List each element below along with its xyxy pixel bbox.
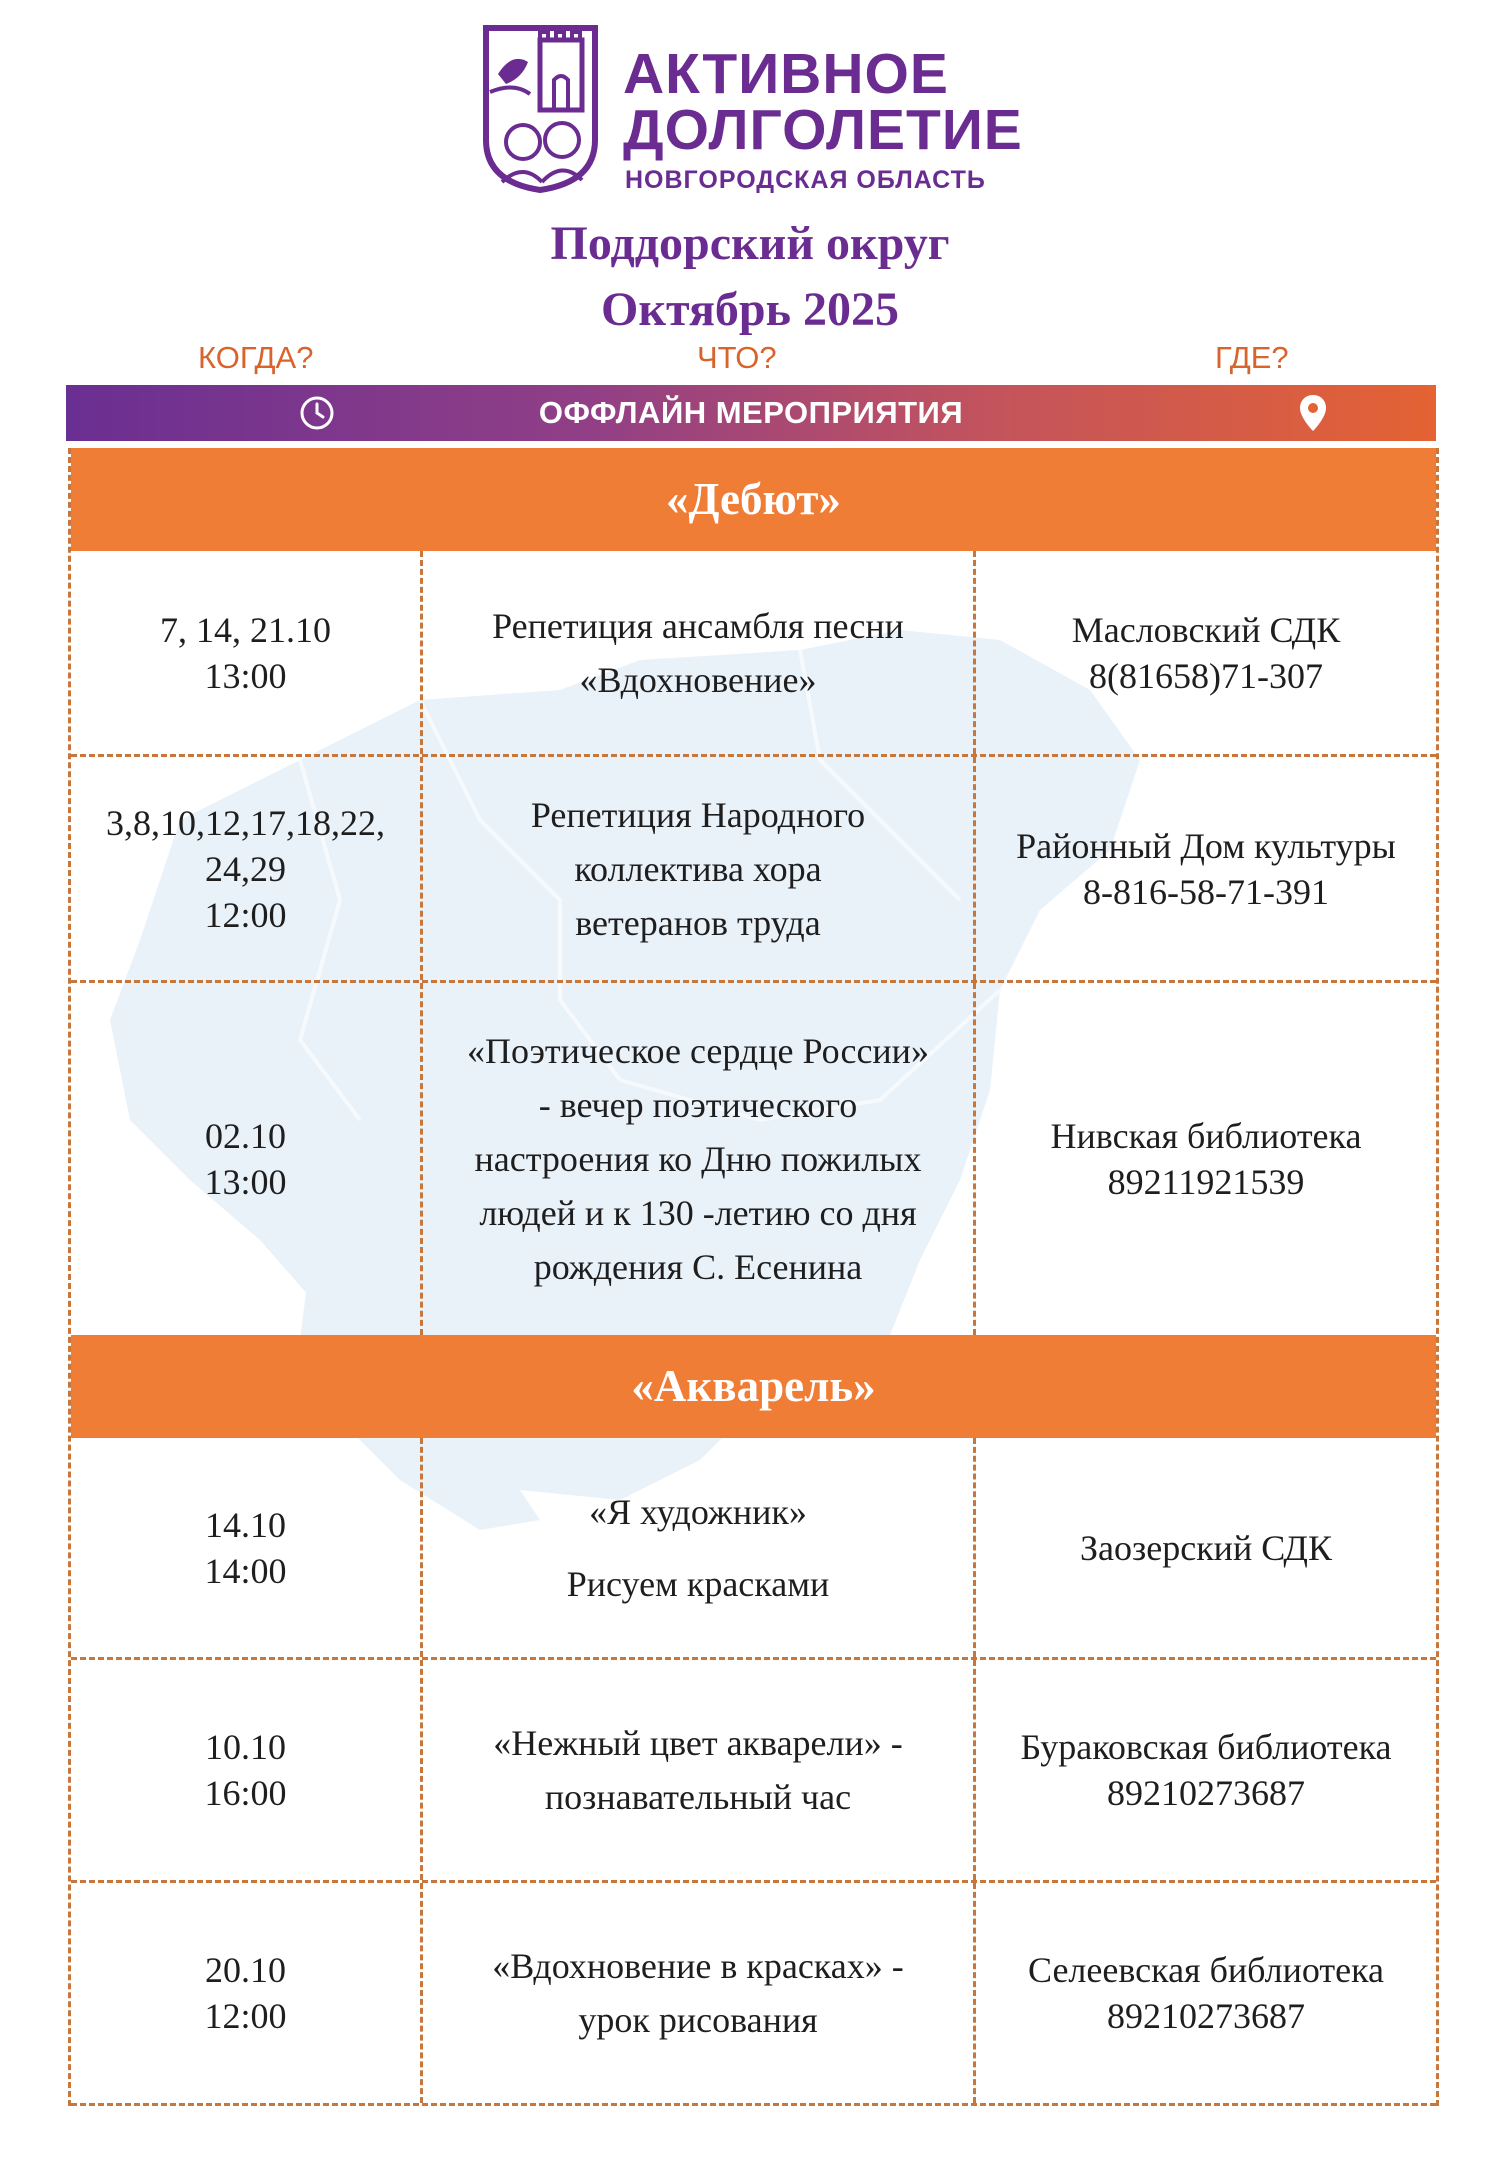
- table-row: [71, 1657, 1436, 1880]
- location-pin-icon: [1298, 393, 1328, 433]
- cell-when: [71, 551, 423, 754]
- cell-where: [976, 757, 1436, 980]
- event-text: «Вдохновение в красках» -: [492, 1946, 904, 1986]
- event-text: людей и к 130 -летию со дня: [479, 1193, 917, 1233]
- column-caption-where: ГДЕ?: [1215, 340, 1289, 375]
- offline-events-banner: [66, 385, 1436, 441]
- logo-title-line1: АКТИВНОЕ: [623, 42, 949, 106]
- phone-text: 89210273687: [1107, 1773, 1305, 1813]
- table-row: [71, 980, 1436, 1335]
- column-caption-when: КОГДА?: [198, 340, 314, 375]
- cell-where: [976, 1438, 1436, 1657]
- logo-subtitle: НОВГОРОДСКАЯ ОБЛАСТЬ: [625, 166, 986, 194]
- cell-what: [423, 757, 976, 980]
- cell-where: [976, 551, 1436, 754]
- time-text: 14:00: [204, 1550, 287, 1591]
- section-header-akvarel: «Акварель»: [71, 1335, 1436, 1438]
- cell-what: [423, 1660, 976, 1880]
- event-text: урок рисования: [578, 2000, 818, 2040]
- cell-what: [423, 983, 976, 1335]
- date-text: 3,8,10,12,17,18,22,: [106, 802, 385, 843]
- logo: [478, 22, 1038, 200]
- phone-text: 89210273687: [1107, 1996, 1305, 2036]
- venue-text: Масловский СДК: [1071, 609, 1341, 650]
- event-text: - вечер поэтического: [538, 1085, 858, 1125]
- time-text: 12:00: [204, 1996, 287, 2036]
- phone-text: 89211921539: [1107, 1162, 1305, 1202]
- cell-where: [976, 1883, 1436, 2103]
- cell-where: [976, 1660, 1436, 1880]
- cell-what: [423, 1438, 976, 1657]
- date-text: 10.10: [205, 1727, 286, 1767]
- venue-text: Заозерский СДК: [1080, 1527, 1332, 1568]
- event-text: коллектива хора: [574, 848, 822, 889]
- phone-text: 8-816-58-71-391: [1083, 871, 1329, 912]
- cell-when: [71, 757, 423, 980]
- table-row: [71, 1438, 1436, 1657]
- event-text: Репетиция Народного: [530, 794, 866, 835]
- event-text: «Поэтическое сердце России»: [467, 1031, 929, 1071]
- date-text: 20.10: [205, 1950, 286, 1990]
- time-text: 16:00: [204, 1773, 287, 1813]
- cell-what: [423, 1883, 976, 2103]
- venue-text: Бураковская библиотека: [1020, 1727, 1392, 1767]
- time-text: 12:00: [204, 894, 287, 935]
- table-row: [71, 754, 1436, 980]
- event-text: Рисуем красками: [566, 1563, 830, 1604]
- phone-text: 8(81658)71-307: [1089, 655, 1323, 696]
- cell-when: [71, 983, 423, 1335]
- cell-when: [71, 1883, 423, 2103]
- event-text: ветеранов труда: [575, 902, 821, 943]
- venue-text: Селеевская библиотека: [1028, 1950, 1384, 1990]
- event-text: «Нежный цвет акварели» -: [493, 1723, 903, 1763]
- event-text: настроения ко Дню пожилых: [474, 1139, 922, 1179]
- event-text: познавательный час: [544, 1777, 852, 1817]
- event-text: Репетиция ансамбля песни: [492, 605, 904, 646]
- table-row: [71, 551, 1436, 754]
- time-text: 13:00: [204, 1162, 287, 1202]
- page-title: Поддорский округ: [550, 217, 950, 270]
- cell-where: [976, 983, 1436, 1335]
- date-text: 7, 14, 21.10: [160, 609, 331, 650]
- date-text: 02.10: [205, 1116, 286, 1156]
- active-longevity-emblem-icon: [478, 22, 603, 194]
- table-row: [71, 1880, 1436, 2106]
- venue-text: Районный Дом культуры: [1016, 825, 1396, 866]
- banner-label: ОФФЛАЙН МЕРОПРИЯТИЯ: [538, 395, 964, 430]
- logo-title-line2: ДОЛГОЛЕТИЕ: [623, 98, 1023, 162]
- date-text: 24,29: [205, 848, 286, 889]
- time-text: 13:00: [204, 655, 287, 696]
- column-caption-what: ЧТО?: [697, 340, 777, 375]
- page-subtitle: Октябрь 2025: [601, 283, 899, 336]
- event-text: «Вдохновение»: [579, 659, 817, 700]
- schedule-table: [68, 448, 1439, 2106]
- event-text: «Я художник»: [589, 1491, 807, 1532]
- cell-when: [71, 1660, 423, 1880]
- cell-what: [423, 551, 976, 754]
- venue-text: Нивская библиотека: [1050, 1116, 1362, 1156]
- cell-when: [71, 1438, 423, 1657]
- event-text: рождения С. Есенина: [533, 1247, 863, 1287]
- date-text: 14.10: [205, 1504, 286, 1545]
- section-header-debut: «Дебют»: [71, 448, 1436, 551]
